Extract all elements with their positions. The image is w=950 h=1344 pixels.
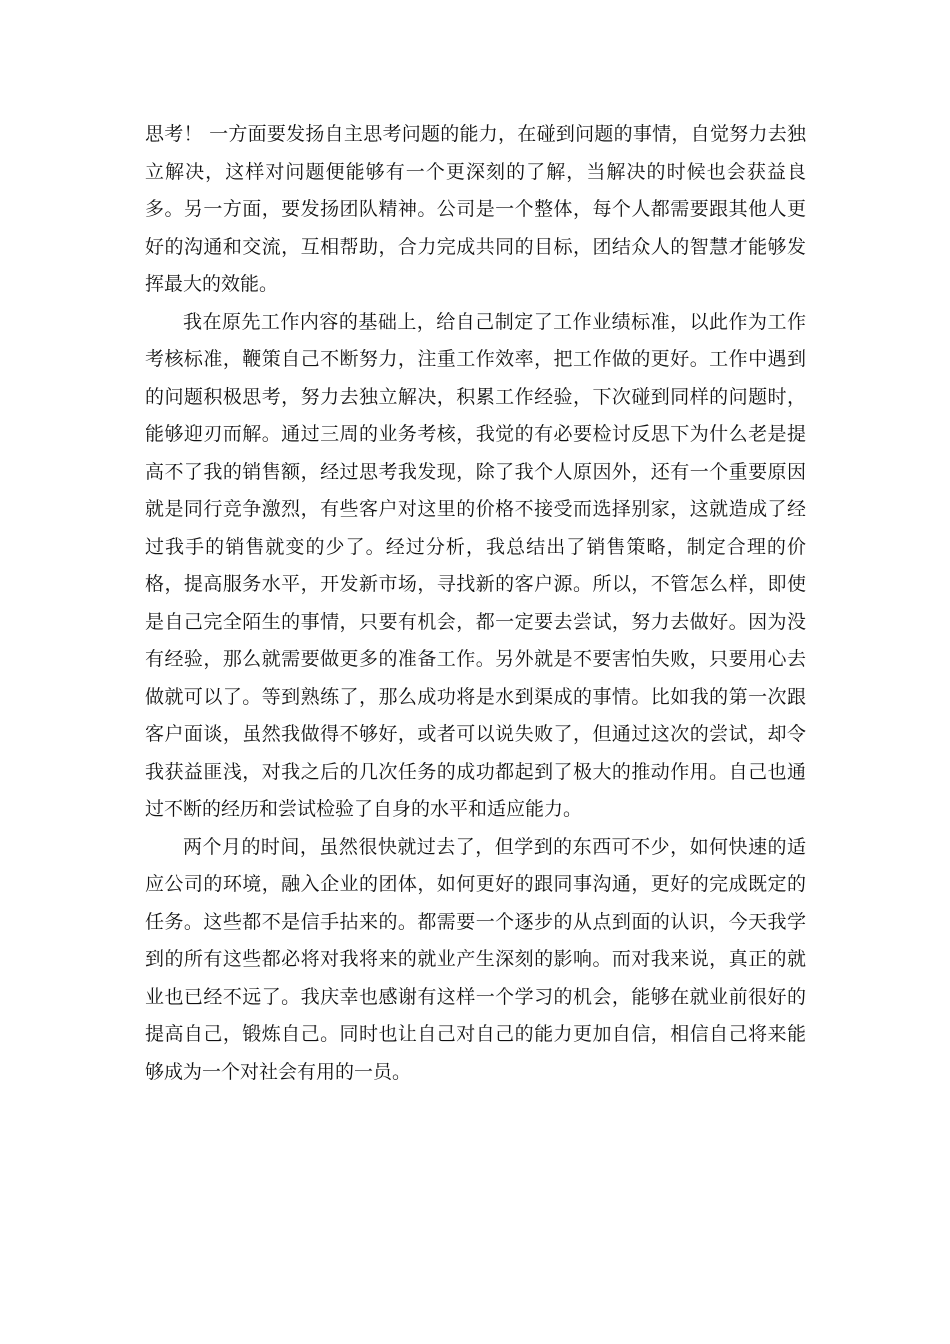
paragraph-1: 思考！ 一方面要发扬自主思考问题的能力，在碰到问题的事情，自觉努力去独立解决，这样对问题便能够有一个更深刻的了解，当解决的时候也会获益良多。另一方面，要发扬团队精神。公司是一个整体，每个人都需要跟其他人更好的沟通和交流，互相帮助，合力完成共同的目标，团结众人的智慧才能够发挥最大的效能。 [145,123,806,295]
document-body [145,116,806,1091]
paragraph-2: 我在原先工作内容的基础上，给自己制定了工作业绩标准，以此作为工作考核标准，鞭策自己不断努力，注重工作效率，把工作做的更好。工作中遇到的问题积极思考，努力去独立解决，积累工作经验，下次碰到同样的问题时，能够迎刃而解。通过三周的业务考核，我觉的有必要检讨反思下为什么老是提高不了我的销售额，经过思考我发现，除了我个人原因外，还有一个重要原因就是同行竞争激烈，有些客户对这里的价格不接受而选择别家，这就造成了经过我手的销售就变的少了。经过分析，我总结出了销售策略，制定合理的价格，提高服务水平，开发新市场，寻找新的客户源。所以，不管怎么样，即使是自己完全陌生的事情，只要有机会，都一定要去尝试，努力去做好。因为没有经验，那么就需要做更多的准备工作。另外就是不要害怕失败，只要用心去做就可以了。等到熟练了，那么成功将是水到渠成的事情。比如我的第一次跟客户面谈，虽然我做得不够好，或者可以说失败了，但通过这次的尝试，却令我获益匪浅，对我之后的几次任务的成功都起到了极大的推动作用。自己也通过不断的经历和尝试检验了自身的水平和适应能力。 [145,310,806,820]
paragraph-3: 两个月的时间，虽然很快就过去了，但学到的东西可不少，如何快速的适应公司的环境，融入企业的团体，如何更好的跟同事沟通，更好的完成既定的任务。这些都不是信手拈来的。都需要一个逐步的从点到面的认识，今天我学到的所有这些都必将对我将来的就业产生深刻的影响。而对我来说，真正的就业也已经不远了。我庆幸也感谢有这样一个学习的机会，能够在就业前很好的提高自己，锻炼自己。同时也让自己对自己的能力更加自信，相信自己将来能够成为一个对社会有用的一员。 [145,835,806,1083]
